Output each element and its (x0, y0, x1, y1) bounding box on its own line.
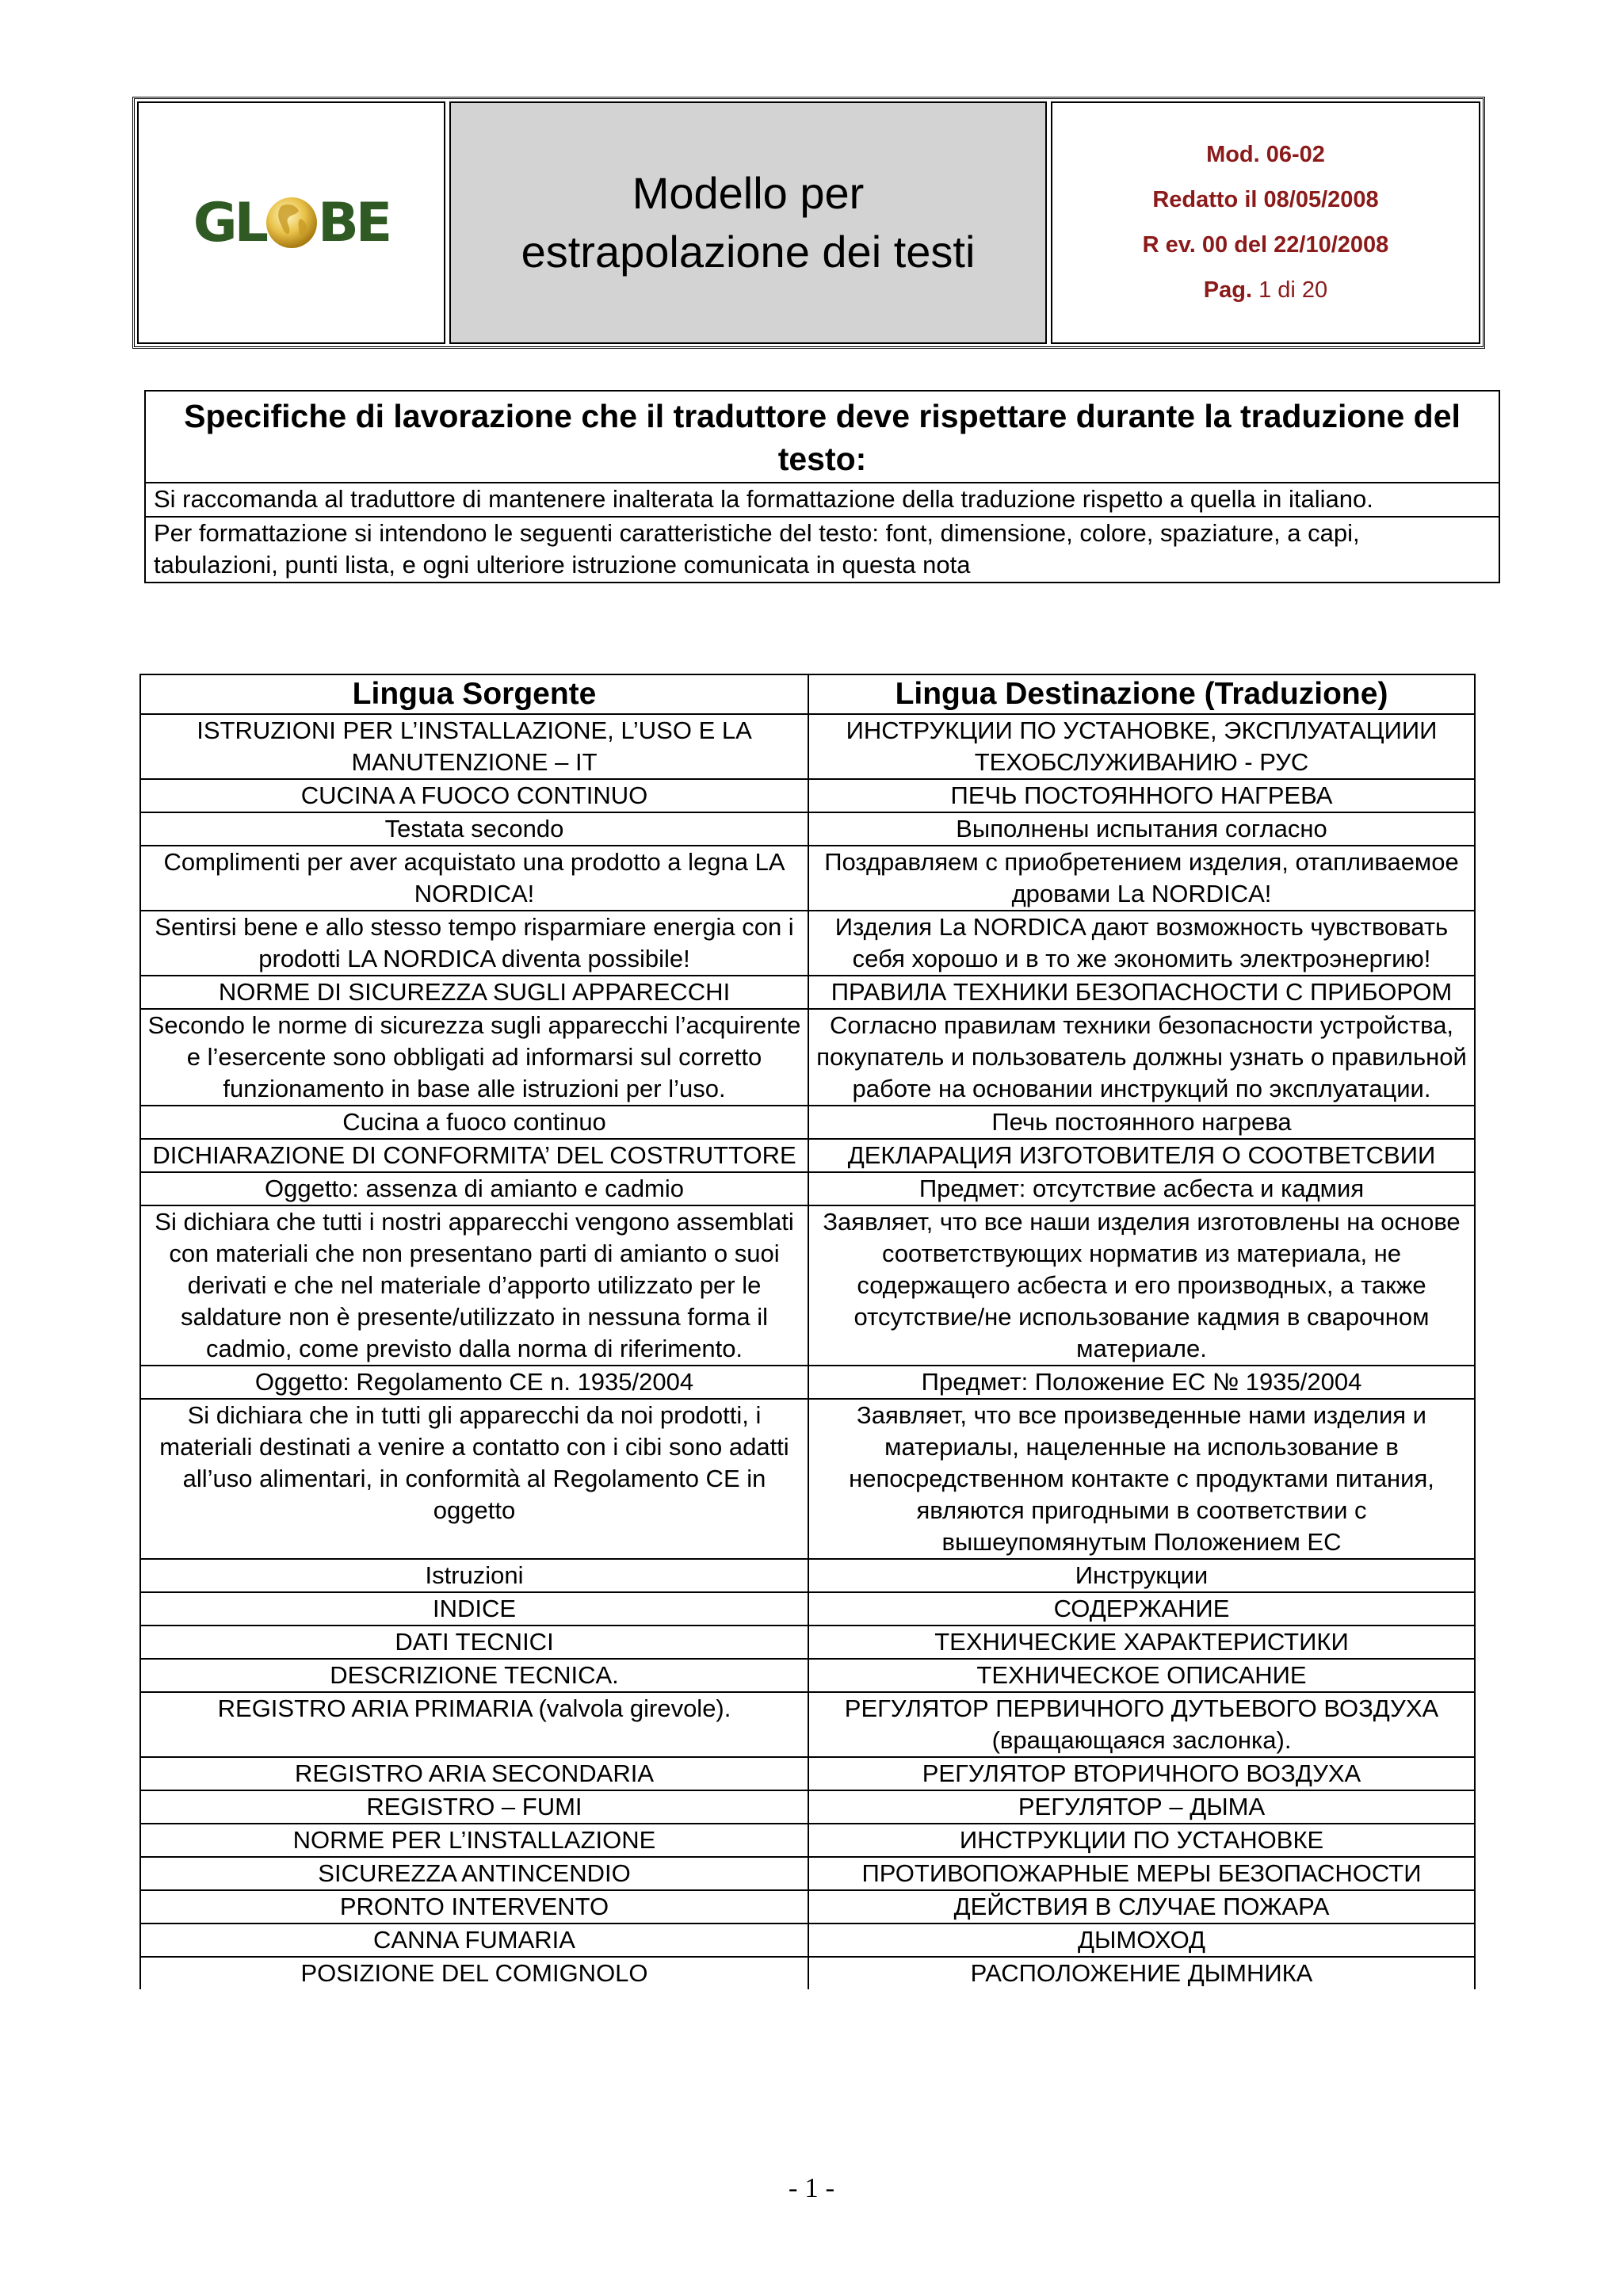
target-text-cell: Согласно правилам техники безопасности устройства, покупатель и пользователь должны узнать о правильной работе на основании инструкций по эксплуатации. (808, 1009, 1475, 1106)
table-row (140, 1009, 1475, 1106)
table-row (140, 1172, 1475, 1205)
target-text-cell: Заявляет, что все произведенные нами изделия и материалы, нацеленные на использование в непосредственном контакте с продуктами питания, являются пригодными в соответствии с вышеупомянутым Положением ЕС (808, 1399, 1475, 1559)
table-row (140, 1106, 1475, 1139)
source-text-cell: DICHIARAZIONE DI CONFORMITA’ DEL COSTRUTTORE (140, 1139, 808, 1172)
page-number: - 1 - (788, 2172, 835, 2203)
target-text-cell: ДЕКЛАРАЦИЯ ИЗГОТОВИТЕЛЯ О СООТВЕТСВИИ (808, 1139, 1475, 1172)
source-text-cell: Istruzioni (140, 1559, 808, 1592)
table-row (140, 1592, 1475, 1626)
spec-heading: Specifiche di lavorazione che il traduttore deve rispettare durante la traduzione del testo: (146, 392, 1499, 483)
spec-row-formatting: Si raccomanda al traduttore di mantenere inalterata la formattazione della traduzione rispetto a quella in italiano. (154, 485, 1373, 513)
target-text-cell: Выполнены испытания согласно (808, 812, 1475, 846)
document-header (132, 97, 1485, 349)
source-text-cell: Cucina a fuoco continuo (140, 1106, 808, 1139)
source-text-cell: NORME DI SICUREZZA SUGLI APPARECCHI (140, 976, 808, 1009)
source-text-cell: Secondo le norme di sicurezza sugli apparecchi l’acquirente e l’esercente sono obbligati ad informarsi sul corretto funzionamento in base alle istruzioni per l’uso. (140, 1009, 808, 1106)
source-text-cell: INDICE (140, 1592, 808, 1626)
title-cell (449, 101, 1047, 344)
table-row (140, 1559, 1475, 1592)
drafted-date: Redatto il 08/05/2008 (1152, 187, 1379, 212)
table-row (140, 1366, 1475, 1399)
source-text-cell: Oggetto: Regolamento CE n. 1935/2004 (140, 1366, 808, 1399)
table-row (140, 1692, 1475, 1757)
logo-text-right: BE (317, 191, 390, 254)
source-text-cell: DESCRIZIONE TECNICA. (140, 1659, 808, 1692)
target-text-cell: ТЕХНИЧЕСКОЕ ОПИСАНИЕ (808, 1659, 1475, 1692)
page-info (1204, 268, 1327, 313)
logo-text-left: GL (193, 191, 265, 254)
source-text-cell: Oggetto: assenza di amianto e cadmio (140, 1172, 808, 1205)
table-row (140, 1890, 1475, 1924)
table-row (140, 1139, 1475, 1172)
source-text-cell: REGISTRO – FUMI (140, 1790, 808, 1824)
table-row (140, 976, 1475, 1009)
source-text-cell: CANNA FUMARIA (140, 1924, 808, 1957)
table-body (140, 714, 1475, 1989)
target-text-cell: Печь постоянного нагрева (808, 1106, 1475, 1139)
source-text-cell: PRONTO INTERVENTO (140, 1890, 808, 1924)
table-row (140, 812, 1475, 846)
target-text-cell: ДЕЙСТВИЯ В СЛУЧАЕ ПОЖАРА (808, 1890, 1475, 1924)
source-text-cell: REGISTRO ARIA PRIMARIA (valvola girevole). (140, 1692, 808, 1757)
target-text-cell: Инструкции (808, 1559, 1475, 1592)
source-text-cell: Si dichiara che in tutti gli apparecchi da noi prodotti, i materiali destinati a venire a contatto con i cibi sono adatti all’uso alimentari, in conformità al Regolamento CE in oggetto (140, 1399, 808, 1559)
table-header-row (140, 674, 1475, 714)
table-row (140, 1757, 1475, 1790)
source-text-cell: NORME PER L’INSTALLAZIONE (140, 1824, 808, 1857)
table-row (140, 1659, 1475, 1692)
target-text-cell: Изделия La NORDICA дают возможность чувствовать себя хорошо и в то же экономить электроэнергию! (808, 911, 1475, 976)
source-text-cell: DATI TECNICI (140, 1626, 808, 1659)
source-text-cell: Si dichiara che tutti i nostri apparecchi vengono assemblati con materiali che non presentano parti di amianto o suoi derivati e che nel materiale d’apporto utilizzato per le saldature non è presente/utilizzato in nessuna forma il cadmio, come previsto dalla norma di riferimento. (140, 1205, 808, 1366)
table-row (140, 1957, 1475, 1989)
spec-row-definition: Per formattazione si intendono le seguenti caratteristiche del testo: font, dimensione, colore, spaziature, a capi, tabulazioni, punti lista, e ogni ulteriore istruzione comunicata in questa nota (146, 516, 1499, 582)
table-row (140, 1924, 1475, 1957)
target-text-cell: РЕГУЛЯТОР – ДЫМА (808, 1790, 1475, 1824)
source-text-cell: CUCINA A FUOCO CONTINUO (140, 779, 808, 812)
revision: R ev. 00 del 22/10/2008 (1142, 232, 1389, 258)
table-row (140, 1205, 1475, 1366)
table-row (140, 779, 1475, 812)
translation-table (139, 674, 1476, 1989)
translator-specifications (144, 390, 1500, 583)
target-text-cell: РЕГУЛЯТОР ВТОРИЧНОГО ВОЗДУХА (808, 1757, 1475, 1790)
target-text-cell: РЕГУЛЯТОР ПЕРВИЧНОГО ДУТЬЕВОГО ВОЗДУХА (вращающаяся заслонка). (808, 1692, 1475, 1757)
page-value: 1 di 20 (1258, 277, 1328, 303)
page-label: Pag. (1203, 277, 1253, 303)
table-row (140, 846, 1475, 911)
title-line-1: Modello per (632, 168, 865, 218)
source-text-cell: REGISTRO ARIA SECONDARIA (140, 1757, 808, 1790)
table-row (140, 714, 1475, 779)
globe-icon (264, 195, 319, 250)
title-line-2: estrapolazione dei testi (521, 227, 976, 277)
table-row (140, 1824, 1475, 1857)
model-code: Mod. 06-02 (1206, 142, 1325, 167)
target-text-cell: Поздравляем с приобретением изделия, отапливаемое дровами La NORDICA! (808, 846, 1475, 911)
source-text-cell: SICUREZZA ANTINCENDIO (140, 1857, 808, 1890)
target-text-cell: ДЫМОХОД (808, 1924, 1475, 1957)
target-text-cell: ИНСТРУКЦИИ ПО УСТАНОВКЕ (808, 1824, 1475, 1857)
column-header-source: Lingua Sorgente (140, 674, 808, 714)
document-title (521, 164, 976, 281)
table-row (140, 1399, 1475, 1559)
target-text-cell: Предмет: Положение ЕС № 1935/2004 (808, 1366, 1475, 1399)
source-text-cell: ISTRUZIONI PER L’INSTALLAZIONE, L’USO E LA MANUTENZIONE – IT (140, 714, 808, 779)
table-row (140, 911, 1475, 976)
target-text-cell: ПРАВИЛА ТЕХНИКИ БЕЗОПАСНОСТИ С ПРИБОРОМ (808, 976, 1475, 1009)
source-text-cell: POSIZIONE DEL COMIGNOLO (140, 1957, 808, 1989)
source-text-cell: Sentirsi bene e allo stesso tempo risparmiare energia con i prodotti LA NORDICA diventa possibile! (140, 911, 808, 976)
target-text-cell: СОДЕРЖАНИЕ (808, 1592, 1475, 1626)
source-text-cell: Testata secondo (140, 812, 808, 846)
target-text-cell: ТЕХНИЧЕСКИЕ ХАРАКТЕРИСТИКИ (808, 1626, 1475, 1659)
table-row (140, 1857, 1475, 1890)
logo-cell (137, 101, 445, 344)
target-text-cell: РАСПОЛОЖЕНИЕ ДЫМНИКА (808, 1957, 1475, 1989)
document-info-cell (1051, 101, 1480, 344)
target-text-cell: Предмет: отсутствие асбеста и кадмия (808, 1172, 1475, 1205)
target-text-cell: ПЕЧЬ ПОСТОЯННОГО НАГРЕВА (808, 779, 1475, 812)
target-text-cell: ПРОТИВОПОЖАРНЫЕ МЕРЫ БЕЗОПАСНОСТИ (808, 1857, 1475, 1890)
source-text-cell: Complimenti per aver acquistato una prodotto a legna LA NORDICA! (140, 846, 808, 911)
globe-logo (193, 192, 389, 254)
table-row (140, 1790, 1475, 1824)
column-header-target: Lingua Destinazione (Traduzione) (808, 674, 1475, 714)
target-text-cell: Заявляет, что все наши изделия изготовлены на основе соответствующих норматив из материала, не содержащего асбеста и его производных, а также отсутствие/не использование кадмия в сварочном материале. (808, 1205, 1475, 1366)
table-row (140, 1626, 1475, 1659)
target-text-cell: ИНСТРУКЦИИ ПО УСТАНОВКЕ, ЭКСПЛУАТАЦИИИ ТЕХОБСЛУЖИВАНИЮ - РУС (808, 714, 1475, 779)
